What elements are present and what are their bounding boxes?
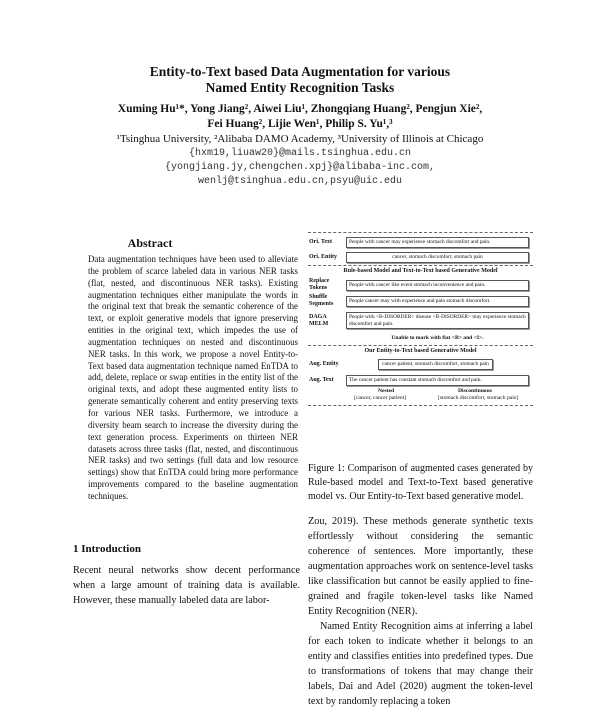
abstract-text: Data augmentation techniques have been used to alleviate the problem of scarce labeled data in various NER tasks (flat, nested, and discontinuous NER tasks). Existing augmentation techniques either manipulate the words in the original text that break the semantic coherence of the text, or exploit generative models that ignore preserving entities in the original text, which impedes the use of augmentation techniques on nested and discontinuous NER tasks. In this work, we propose a novel Entity-to-Text based data augmentation technique named EnTDA to add, delete, replace or swap entities in the entity list of the original texts, and adopt these augmented entity lists to generate semantically coherent and entity preserving texts for various NER tasks. Furthermore, we introduce a diversity beam search to increase the diversity during the text generation process. Experiments on thirteen NER datasets across three tasks (flat, nested, and discontinuous NER tasks) and two settings (full data and low resource settings) show that EnTDA could bring more performance improvements compared to the baseline augmentation techniques. <box>88 254 298 501</box>
figure-divider <box>308 345 533 346</box>
ori-text-label: Ori. Text <box>309 239 333 245</box>
aug-text-label: Aug. Text <box>309 377 334 383</box>
aug-entity-label: Aug. Entity <box>309 361 339 367</box>
discontinuous-value: [stomach discomfort, stomach pain] <box>438 395 519 401</box>
paper-title-line2: Named Entity Recognition Tasks <box>205 80 395 95</box>
ori-text-box: People with cancer may experience stomach discomfort and pain. <box>346 237 529 248</box>
affiliations: ¹Tsinghua University, ²Alibaba DAMO Academy, ³University of Illinois at Chicago <box>116 133 484 145</box>
discontinuous-label: Discontinuous <box>458 388 492 394</box>
figure-divider <box>308 232 533 233</box>
figure-1 <box>308 232 533 452</box>
aug-entity-box: cancer patient, stomach discomfort, stomach pain <box>378 359 493 370</box>
section1-title: Rule-based Model and Text-to-Text based Generative Model <box>343 268 498 274</box>
abstract-heading: Abstract <box>127 236 173 250</box>
email-line2: {yongjiang.jy,chengchen.xpj}@alibaba-inc.com, <box>164 162 436 173</box>
shuffle-label: Shuffle Segments <box>309 294 334 307</box>
daga-box: People with <B-DISORDER> disease <B-DISORDER> may experience stomach discomfort and pain. <box>346 312 529 329</box>
right-column <box>308 514 533 709</box>
nested-label: Nested <box>378 388 395 394</box>
right-para-2: Named Entity Recognition aims at inferring a label for each token to indicate whether it belongs to an entity and classifies entities into predefined types. Due to transformations of tokens that may change their labels, Dai and Adel (2020) augment the token-level text by randomly replacing a token <box>308 621 533 707</box>
intro-heading: 1 Introduction <box>73 543 141 555</box>
email-line3: wenlj@tsinghua.edu.cn,psyu@uic.edu <box>197 176 403 187</box>
right-para-1: Zou, 2019). These methods generate synthetic texts effortlessly without considering the semantic coherence of sentences. More importantly, these augmentation approaches work on sentence-level tasks like classification but cannot be easily applied to fine-grained and fragile token-level tasks like Named Entity Recognition (NER). <box>308 516 533 617</box>
figure-divider <box>308 265 533 266</box>
shuffle-box: People cancer may with experience and pain stomach discomfort. <box>346 296 529 307</box>
aug-text-box: The cancer patient has constant stomach discomfort and pain. <box>346 375 529 386</box>
section2-title: Our Entity-to-Text based Generative Model <box>364 348 477 354</box>
authors-line1: Xuming Hu¹*, Yong Jiang², Aiwei Liu¹, Zhongqiang Huang², Pengjun Xie², <box>117 103 483 115</box>
ori-entity-box: cancer, stomach discomfort, stomach pain <box>346 252 529 263</box>
email-line1: {hxm19,liuaw20}@mails.tsinghua.edu.cn <box>188 148 412 159</box>
nested-value: [cancer, cancer patient] <box>354 395 407 401</box>
authors-line2: Fei Huang², Lijie Wen¹, Philip S. Yu¹,³ <box>207 118 393 130</box>
daga-label: DAGA MELM <box>309 314 329 327</box>
replace-box: People with cancer like event stomach inconvenience and pain. <box>346 280 529 291</box>
ori-entity-label: Ori. Entity <box>309 254 337 260</box>
replace-label: Replace Tokens <box>309 278 330 291</box>
paper-title-line1: Entity-to-Text based Data Augmentation for various <box>149 64 451 79</box>
unable-text: Unable to mark with flat <B> and <I>. <box>391 335 484 341</box>
figure-divider <box>308 405 533 406</box>
intro-text: Recent neural networks show decent performance when a large amount of training data is available. However, these manually labeled data are labor- <box>73 565 300 606</box>
figure-caption: Figure 1: Comparison of augmented cases generated by Rule-based model and Text-to-Text based generative model vs. Our Entity-to-Text based generative model. <box>308 463 533 502</box>
